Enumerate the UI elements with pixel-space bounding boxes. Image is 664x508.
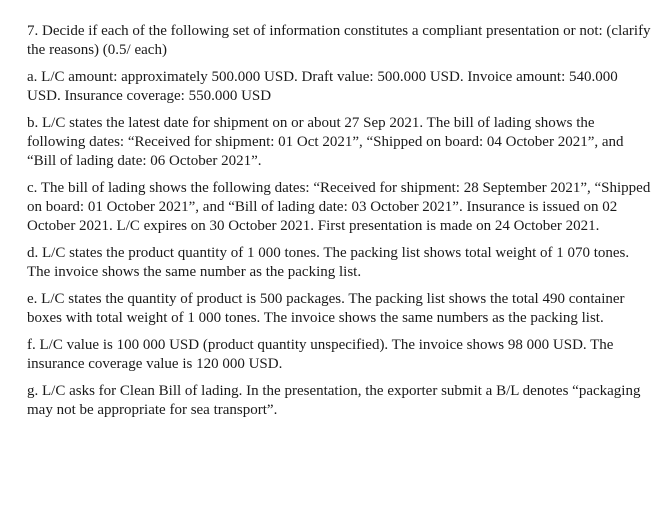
item-d: d. L/C states the product quantity of 1 000 tones. The packing list shows total weight of 1 070 tones. The invoice shows the same number as the packing list. [27, 245, 630, 280]
question-heading: 7. Decide if each of the following set of information constitutes a compliant presentation or not: (clarify the reasons) (0.5/ each) [27, 23, 651, 58]
item-a: a. L/C amount: approximately 500.000 USD. Draft value: 500.000 USD. Invoice amount: 540.000 USD. Insurance coverage: 550.000 USD [27, 69, 618, 104]
item-g: g. L/C asks for Clean Bill of lading. In the presentation, the exporter submit a B/L denotes “packaging may not be appropriate for sea transport”. [27, 383, 641, 418]
item-b: b. L/C states the latest date for shipment on or about 27 Sep 2021. The bill of lading shows the following dates: “Received for shipment: 01 Oct 2021”, “Shipped on board: 04 October 2021”, and “Bill of lading date: 06 October 2021”. [27, 115, 624, 169]
item-e: e. L/C states the quantity of product is 500 packages. The packing list shows the total 490 container boxes with total weight of 1 000 tones. The invoice shows the same numbers as the packing list. [27, 291, 625, 326]
item-f: f. L/C value is 100 000 USD (product quantity unspecified). The invoice shows 98 000 USD. The insurance coverage value is 120 000 USD. [27, 337, 614, 372]
item-c: c. The bill of lading shows the following dates: “Received for shipment: 28 September 2021”, “Shipped on board: 01 October 2021”, and “Bill of lading date: 03 October 2021”. Insurance is issued on 02 October 2021. L/C expires on 30 October 2021. First presentation is made on 24 October 2021. [27, 180, 651, 234]
document-body [27, 22, 652, 428]
